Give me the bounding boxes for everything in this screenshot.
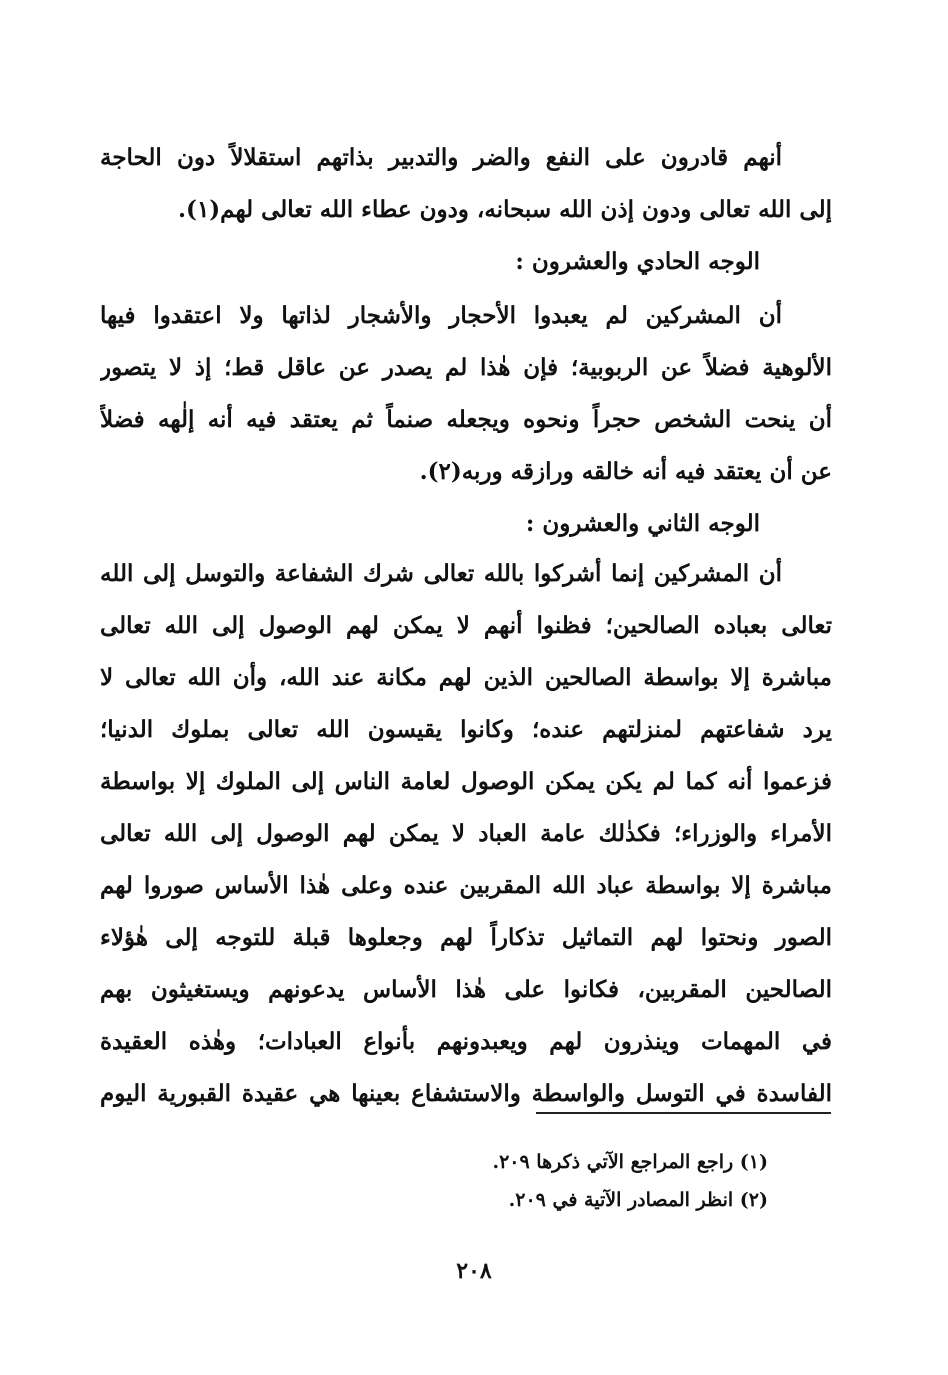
text-line: أنهم قادرون على النفع والضر والتدبير بذاتهم استقلالاً دون الحاجة [100,144,782,171]
footnote-divider [536,1112,831,1114]
text-line: مباشرة إلا بواسطة عباد الله المقربين عنده وعلى هٰذا الأساس صوروا لهم [100,872,832,899]
text-line: أن ينحت الشخص حجراً ونحوه ويجعله صنماً ثم يعتقد فيه أنه إلٰهه فضلاً [100,406,832,433]
text-line: عن أن يعتقد فيه أنه خالقه ورازقه وربه(٢). [419,458,832,485]
text-line: الأمراء والوزراء؛ فكذٰلك عامة العباد لا يمكن لهم الوصول إلى الله تعالى [100,820,832,847]
text-line: تعالى بعباده الصالحين؛ فظنوا أنهم لا يمكن لهم الوصول إلى الله تعالى [100,612,832,639]
section-heading-22: الوجه الثاني والعشرون : [525,510,760,537]
footnotes [492,1143,768,1219]
text-line: الألوهية فضلاً عن الربوبية؛ فإن هٰذا لم يصدر عن عاقل قط؛ إذ لا يتصور [100,354,832,381]
footnote-1: (١) راجع المراجع الآتي ذكرها ٢٠٩. [492,1151,768,1173]
text-line: فزعموا أنه كما لم يكن يمكن الوصول لعامة الناس إلى الملوك إلا بواسطة [100,768,832,795]
footnote-2: (٢) انظر المصادر الآتية في ٢٠٩. [508,1189,768,1211]
section-heading-21: الوجه الحادي والعشرون : [515,248,760,275]
paragraph-2 [100,290,832,498]
text-line: إلى الله تعالى ودون إذن الله سبحانه، ودون عطاء الله تعالى لهم(١). [178,196,832,223]
text-line: أن المشركين إنما أشركوا بالله تعالى شرك الشفاعة والتوسل إلى الله [100,560,782,587]
text-line: الصور ونحتوا لهم التماثيل تذكاراً لهم وجعلوها قبلة للتوجه إلى هٰؤلاء [100,924,832,951]
paragraph-1 [100,132,832,236]
page-number: ٢٠٨ [456,1258,492,1284]
text-line: مباشرة إلا بواسطة الصالحين الذين لهم مكانة عند الله، وأن الله تعالى لا [100,664,832,691]
paragraph-3 [100,548,832,1120]
text-line: أن المشركين لم يعبدوا الأحجار والأشجار لذاتها ولا اعتقدوا فيها [100,302,782,329]
text-line: الفاسدة في التوسل والواسطة والاستشفاع بعينها هي عقيدة القبورية اليوم [100,1080,832,1107]
text-line: الصالحين المقربين، فكانوا على هٰذا الأساس يدعونهم ويستغيثون بهم [100,976,832,1003]
text-line: في المهمات وينذرون لهم ويعبدونهم بأنواع العبادات؛ وهٰذه العقيدة [100,1028,832,1055]
text-line: يرد شفاعتهم لمنزلتهم عنده؛ وكانوا يقيسون الله تعالى بملوك الدنيا؛ [100,716,832,743]
